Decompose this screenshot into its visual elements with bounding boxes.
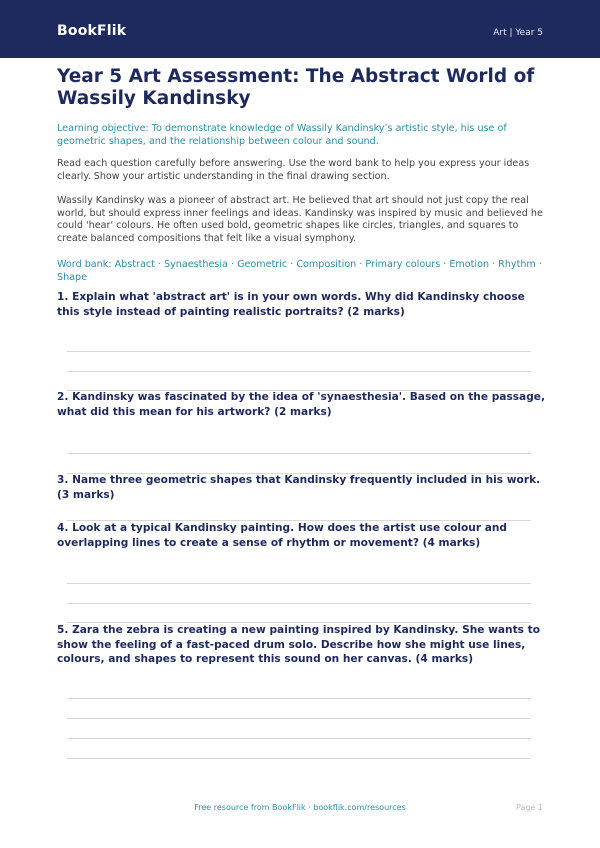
question-2: 2. Kandinsky was fascinated by the idea of 'synaesthesia'. Based on the passage, what did this mean for his artwork? (2 marks) xyxy=(57,391,545,418)
question-4: 4. Look at a typical Kandinsky painting. How does the artist use colour and overlapping lines to create a sense of rhythm or movement? (4 marks) xyxy=(57,522,508,549)
answer-line[interactable] xyxy=(67,758,531,759)
question-5: 5. Zara the zebra is creating a new painting inspired by Kandinsky. She wants to show the feeling of a fast-paced drum solo. Describe how she might use lines, colours, and shapes to represent this sound on her canvas. (4 marks) xyxy=(57,624,540,665)
page-number: Page 1 xyxy=(516,803,543,812)
instructions: Read each question carefully before answering. Use the word bank to help you express your ideas clearly. Show your artistic understanding in the final drawing section. xyxy=(57,158,530,182)
answer-line[interactable] xyxy=(67,738,531,739)
answer-line[interactable] xyxy=(67,453,531,454)
answer-line[interactable] xyxy=(67,583,531,584)
word-bank: Word bank: Abstract · Synaesthesia · Geometric · Composition · Primary colours · Emotion · Rhythm · Shape xyxy=(57,259,542,283)
answer-line[interactable] xyxy=(67,371,531,372)
passage: Wassily Kandinsky was a pioneer of abstract art. He believed that art should not just copy the real world, but should express inner feelings and ideas. Kandinsky was inspired by music and believed he could 'hear' colours. He often used bold, geometric shapes like circles, triangles, and squares to create balanced compositions that felt like a visual symphony. xyxy=(57,195,543,244)
page-title: Year 5 Art Assessment: The Abstract World of Wassily Kandinsky xyxy=(57,66,535,109)
answer-line[interactable] xyxy=(67,603,531,604)
footer-resource-link[interactable]: Free resource from BookFlik · bookflik.com/resources xyxy=(194,803,406,812)
answer-line[interactable] xyxy=(67,718,531,719)
brand-logo[interactable]: BookFlik xyxy=(57,23,127,39)
breadcrumb: Art | Year 5 xyxy=(493,28,543,38)
question-3: 3. Name three geometric shapes that Kandinsky frequently included in his work. (3 marks) xyxy=(57,474,541,501)
learning-objective: Learning objective: To demonstrate knowledge of Wassily Kandinsky’s artistic style, his use of geometric shapes, and the relationship between colour and sound. xyxy=(57,123,507,147)
answer-line[interactable] xyxy=(67,351,531,352)
question-1: 1. Explain what 'abstract art' is in your own words. Why did Kandinsky choose this style instead of painting realistic portraits? (2 marks) xyxy=(57,291,525,318)
answer-line[interactable] xyxy=(67,698,531,699)
header-bar xyxy=(0,0,600,58)
